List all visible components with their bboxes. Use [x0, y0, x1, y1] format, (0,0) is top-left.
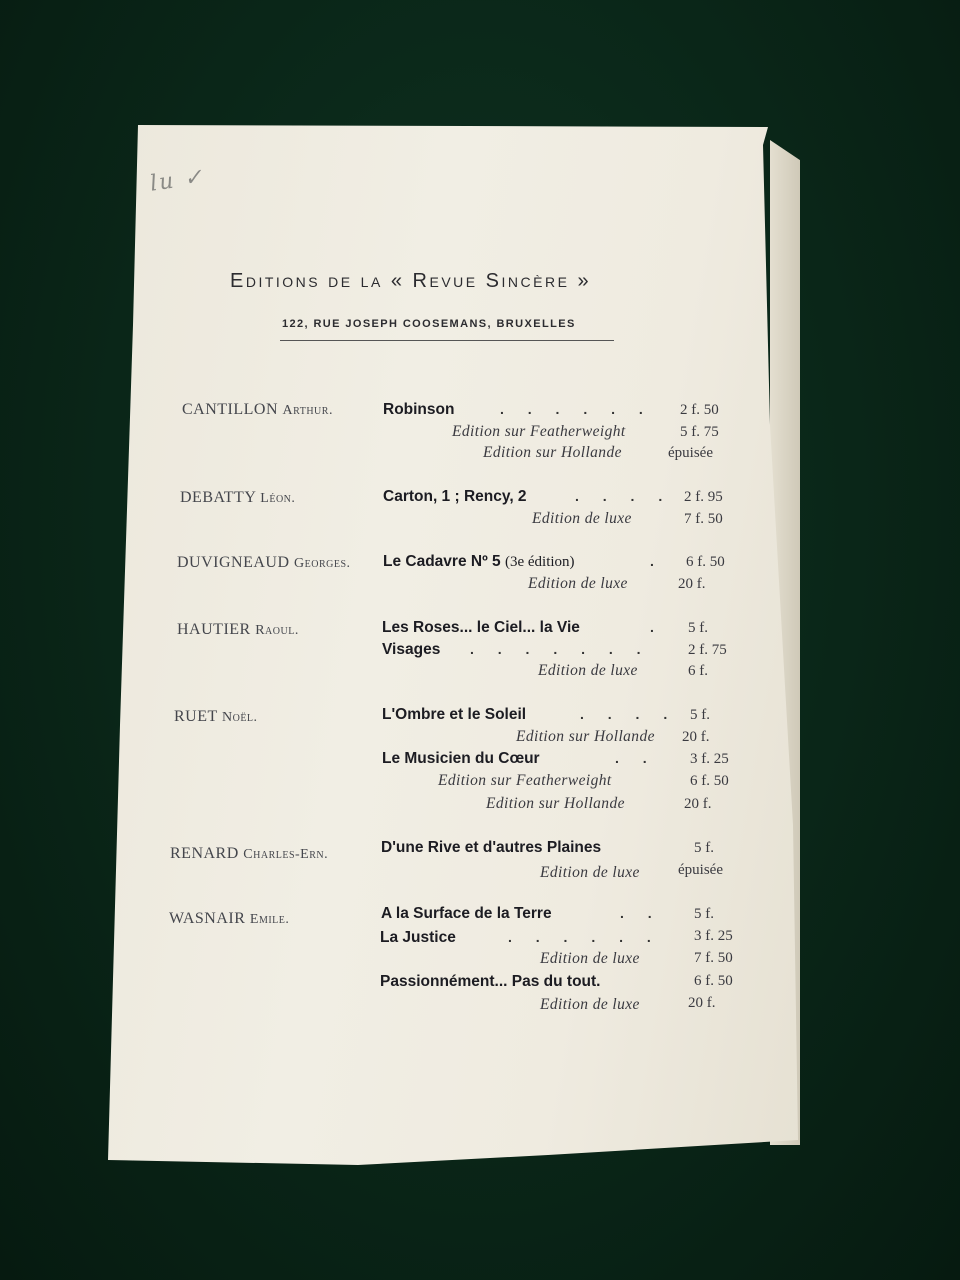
edition-note: (3e édition) [504, 554, 575, 570]
book-title-text: Le Cadavre Nº 5 [383, 553, 501, 570]
price: 2 f. 50 [680, 402, 719, 418]
price: 6 f. 50 [694, 973, 733, 989]
price: 5 f. 75 [680, 424, 719, 440]
price: 6 f. 50 [686, 554, 725, 570]
price: 5 f. [694, 906, 714, 922]
author-name [177, 554, 351, 572]
author-name [182, 401, 333, 419]
price: 20 f. [682, 729, 710, 745]
book-title: Passionnément... Pas du tout. [380, 973, 601, 990]
price: 7 f. 50 [684, 511, 723, 527]
author-name [170, 845, 328, 863]
leader-dots: . . [615, 750, 657, 766]
edition-label: Edition sur Hollande [516, 728, 655, 745]
price: épuisée [678, 862, 723, 878]
author-given-name: Charles-Ern. [243, 847, 329, 862]
book-title: D'une Rive et d'autres Plaines [381, 839, 602, 856]
publisher-address: 122, RUE JOSEPH COOSEMANS, BRUXELLES [282, 318, 576, 330]
price: 2 f. 75 [688, 642, 727, 658]
price: 20 f. [678, 576, 706, 592]
book-title: Le Musicien du Cœur [382, 750, 540, 767]
book-title: Carton, 1 ; Rency, 2 [383, 488, 527, 505]
leader-dots: . [650, 553, 664, 569]
leader-dots: . . . . [575, 488, 673, 504]
leader-dots: . . . . [580, 706, 678, 722]
edition-label: Edition de luxe [532, 510, 632, 527]
price: 3 f. 25 [694, 928, 733, 944]
edition-label: Edition sur Hollande [483, 444, 622, 461]
edition-label: Edition sur Hollande [486, 795, 625, 812]
price: 5 f. [690, 707, 710, 723]
publisher-title: Editions de la « Revue Sincère » [230, 270, 592, 292]
author-surname: HAUTIER [177, 621, 251, 638]
author-name [174, 708, 258, 726]
leader-dots: . . . . . . [500, 401, 653, 417]
price: 3 f. 25 [690, 751, 729, 767]
book-title: Visages [382, 641, 441, 658]
author-given-name: Emile. [249, 912, 290, 927]
author-surname: DEBATTY [180, 489, 256, 506]
author-surname: RENARD [170, 845, 239, 862]
header-divider [280, 340, 614, 341]
price: 5 f. [694, 840, 714, 856]
price: 6 f. 50 [690, 773, 729, 789]
edition-label: Edition de luxe [540, 950, 640, 967]
leader-dots: . . [620, 905, 662, 921]
edition-label: Edition de luxe [540, 864, 640, 881]
book-title [383, 553, 575, 571]
leader-dots: . . . . . . . [470, 641, 651, 657]
book-title: Les Roses... le Ciel... la Vie [382, 619, 580, 636]
author-given-name: Noël. [221, 710, 258, 725]
edition-label: Edition de luxe [528, 575, 628, 592]
price: 20 f. [684, 796, 712, 812]
price: 2 f. 95 [684, 489, 723, 505]
price: épuisée [668, 445, 713, 461]
author-surname: CANTILLON [182, 401, 279, 418]
author-given-name: Léon. [260, 491, 296, 506]
pencil-mark: lu ✓ [148, 164, 207, 197]
book-title: A la Surface de la Terre [381, 905, 552, 922]
edition-label: Edition sur Featherweight [438, 772, 612, 789]
author-name [180, 489, 295, 507]
author-given-name: Arthur. [282, 403, 333, 418]
price: 7 f. 50 [694, 950, 733, 966]
author-surname: DUVIGNEAUD [177, 554, 290, 571]
author-given-name: Raoul. [255, 623, 299, 638]
price: 5 f. [688, 620, 708, 636]
author-name [169, 910, 289, 928]
book-title: L'Ombre et le Soleil [382, 706, 527, 723]
edition-label: Edition de luxe [538, 662, 638, 679]
leader-dots: . [650, 619, 664, 635]
author-name [177, 621, 299, 639]
price: 6 f. [688, 663, 708, 679]
leader-dots: . . . . . . [508, 929, 661, 945]
book-title: La Justice [380, 929, 456, 946]
author-surname: WASNAIR [169, 910, 246, 927]
book-title: Robinson [383, 401, 455, 418]
author-given-name: Georges. [294, 556, 351, 571]
edition-label: Edition sur Featherweight [452, 423, 626, 440]
edition-label: Edition de luxe [540, 996, 640, 1013]
price: 20 f. [688, 995, 716, 1011]
author-surname: RUET [174, 708, 218, 725]
